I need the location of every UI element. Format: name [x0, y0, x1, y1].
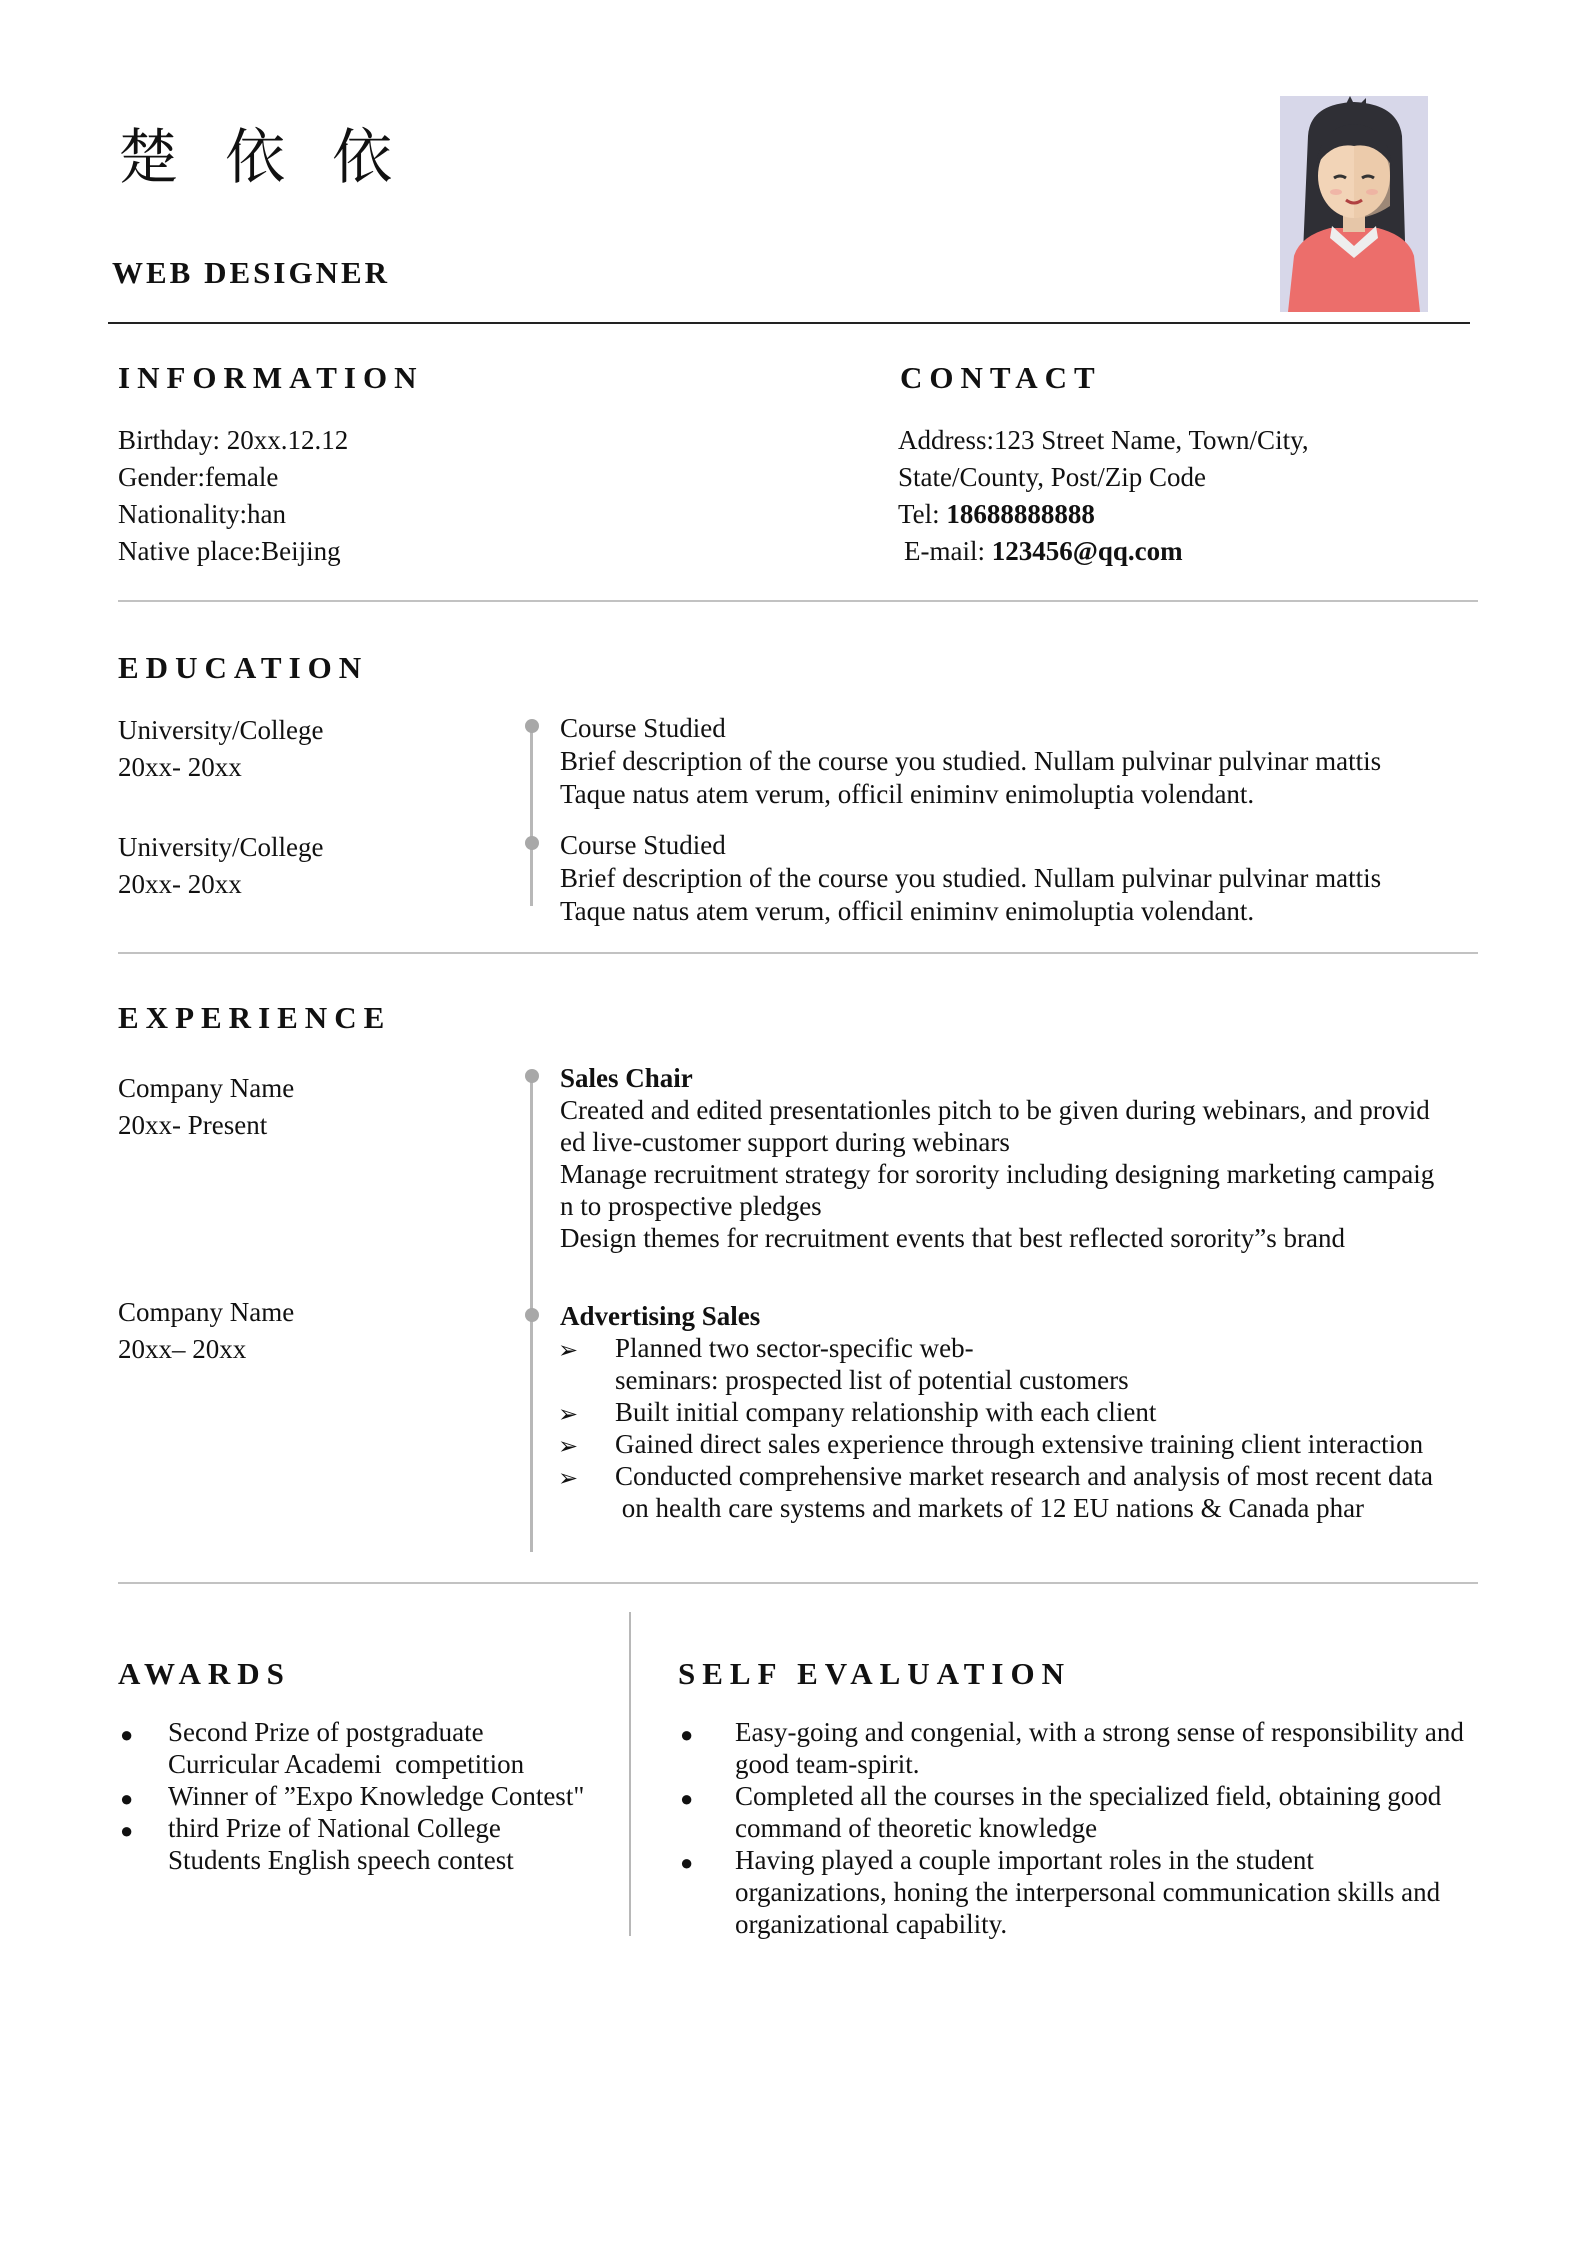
bullet-icon: ●	[120, 1722, 134, 1747]
role-line: Manage recruitment strategy for sorority including designing marketing campaig	[560, 1159, 1435, 1189]
gender: Gender:female	[118, 462, 279, 492]
school-years: 20xx- 20xx	[118, 869, 242, 899]
bullet-icon: ●	[120, 1818, 134, 1843]
column-divider	[629, 1612, 631, 1936]
email-value: 123456@qq.com	[991, 536, 1183, 566]
achievement-line: on health care systems and markets of 12 EU nations & Canada phar	[615, 1493, 1365, 1523]
bullet-icon: ●	[680, 1722, 694, 1747]
arrow-bullet-icon: ➢	[558, 1400, 579, 1428]
self-evaluation-heading: SELF EVALUATION	[678, 1656, 1071, 1691]
course-title: Course Studied	[560, 830, 726, 860]
avatar-illustration	[1280, 96, 1428, 312]
timeline-dot	[525, 836, 539, 850]
awards-heading: AWARDS	[118, 1656, 291, 1691]
information-heading: INFORMATION	[118, 360, 424, 395]
timeline-dot	[525, 719, 539, 733]
evaluation-line: Easy-going and congenial, with a strong sense of responsibility and	[735, 1717, 1464, 1747]
job-title: WEB DESIGNER	[112, 255, 391, 290]
school: University/College	[118, 832, 324, 862]
avatar	[1280, 96, 1428, 312]
arrow-bullet-icon: ➢	[558, 1336, 579, 1364]
role-line: Design themes for recruitment events that best reflected sorority”s brand	[560, 1223, 1345, 1253]
evaluation-line: organizational capability.	[735, 1909, 1008, 1939]
school: University/College	[118, 715, 324, 745]
award-line: third Prize of National College	[168, 1813, 501, 1843]
arrow-bullet-icon: ➢	[558, 1432, 579, 1460]
section-divider	[118, 600, 1478, 602]
company-years: 20xx- Present	[118, 1110, 268, 1140]
header-divider	[108, 322, 1470, 324]
role-line: n to prospective pledges	[560, 1191, 822, 1221]
tel-label: Tel:	[898, 499, 947, 529]
education-heading: EDUCATION	[118, 650, 369, 685]
evaluation-line: good team-spirit.	[735, 1749, 920, 1779]
telephone	[898, 496, 1095, 533]
address-line-1: Address:123 Street Name, Town/City,	[898, 425, 1309, 455]
birthday: Birthday: 20xx.12.12	[118, 425, 349, 455]
email	[904, 533, 1183, 570]
address-line-2: State/County, Post/Zip Code	[898, 462, 1207, 492]
native-place: Native place:Beijing	[118, 536, 341, 566]
award-line: Second Prize of postgraduate	[168, 1717, 484, 1747]
section-divider	[118, 952, 1478, 954]
company-years: 20xx– 20xx	[118, 1334, 247, 1364]
course-title: Course Studied	[560, 713, 726, 743]
nationality: Nationality:han	[118, 499, 286, 529]
arrow-bullet-icon: ➢	[558, 1464, 579, 1492]
evaluation-line: Completed all the courses in the specialized field, obtaining good	[735, 1781, 1442, 1811]
school-years: 20xx- 20xx	[118, 752, 242, 782]
evaluation-line: Having played a couple important roles in the student	[735, 1845, 1314, 1875]
role-line: Created and edited presentationles pitch to be given during webinars, and provid	[560, 1095, 1430, 1125]
role-title: Sales Chair	[560, 1063, 693, 1093]
role-line: ed live-customer support during webinars	[560, 1127, 1010, 1157]
timeline-dot	[525, 1308, 539, 1322]
achievement-line: Built initial company relationship with each client	[615, 1397, 1157, 1427]
tel-value: 18688888888	[946, 499, 1095, 529]
bullet-icon: ●	[120, 1786, 134, 1811]
achievement-line: seminars: prospected list of potential customers	[615, 1365, 1129, 1395]
candidate-name: 楚 依 依	[118, 123, 407, 193]
education-timeline	[530, 728, 533, 906]
achievement-line: Gained direct sales experience through extensive training client interaction	[615, 1429, 1424, 1459]
award-line: Students English speech contest	[168, 1845, 514, 1875]
achievement-line: Planned two sector-specific web-	[615, 1333, 974, 1363]
timeline-dot	[525, 1069, 539, 1083]
contact-heading: CONTACT	[900, 360, 1102, 395]
experience-heading: EXPERIENCE	[118, 1000, 392, 1035]
bullet-icon: ●	[680, 1850, 694, 1875]
course-desc-line: Taque natus atem verum, officil eniminv enimoluptia volendant.	[560, 779, 1255, 809]
evaluation-line: command of theoretic knowledge	[735, 1813, 1098, 1843]
company-name: Company Name	[118, 1073, 295, 1103]
course-desc-line: Brief description of the course you studied. Nullam pulvinar pulvinar mattis	[560, 746, 1382, 776]
role-title: Advertising Sales	[560, 1301, 761, 1331]
achievement-line: Conducted comprehensive market research and analysis of most recent data	[615, 1461, 1433, 1491]
email-label: E-mail:	[904, 536, 992, 566]
company-name: Company Name	[118, 1297, 295, 1327]
award-line: Curricular Academi competition	[168, 1749, 525, 1779]
course-desc-line: Brief description of the course you studied. Nullam pulvinar pulvinar mattis	[560, 863, 1382, 893]
award-line: Winner of ”Expo Knowledge Contest"	[168, 1781, 585, 1811]
evaluation-line: organizations, honing the interpersonal communication skills and	[735, 1877, 1441, 1907]
bullet-icon: ●	[680, 1786, 694, 1811]
section-divider	[118, 1582, 1478, 1584]
course-desc-line: Taque natus atem verum, officil eniminv enimoluptia volendant.	[560, 896, 1255, 926]
